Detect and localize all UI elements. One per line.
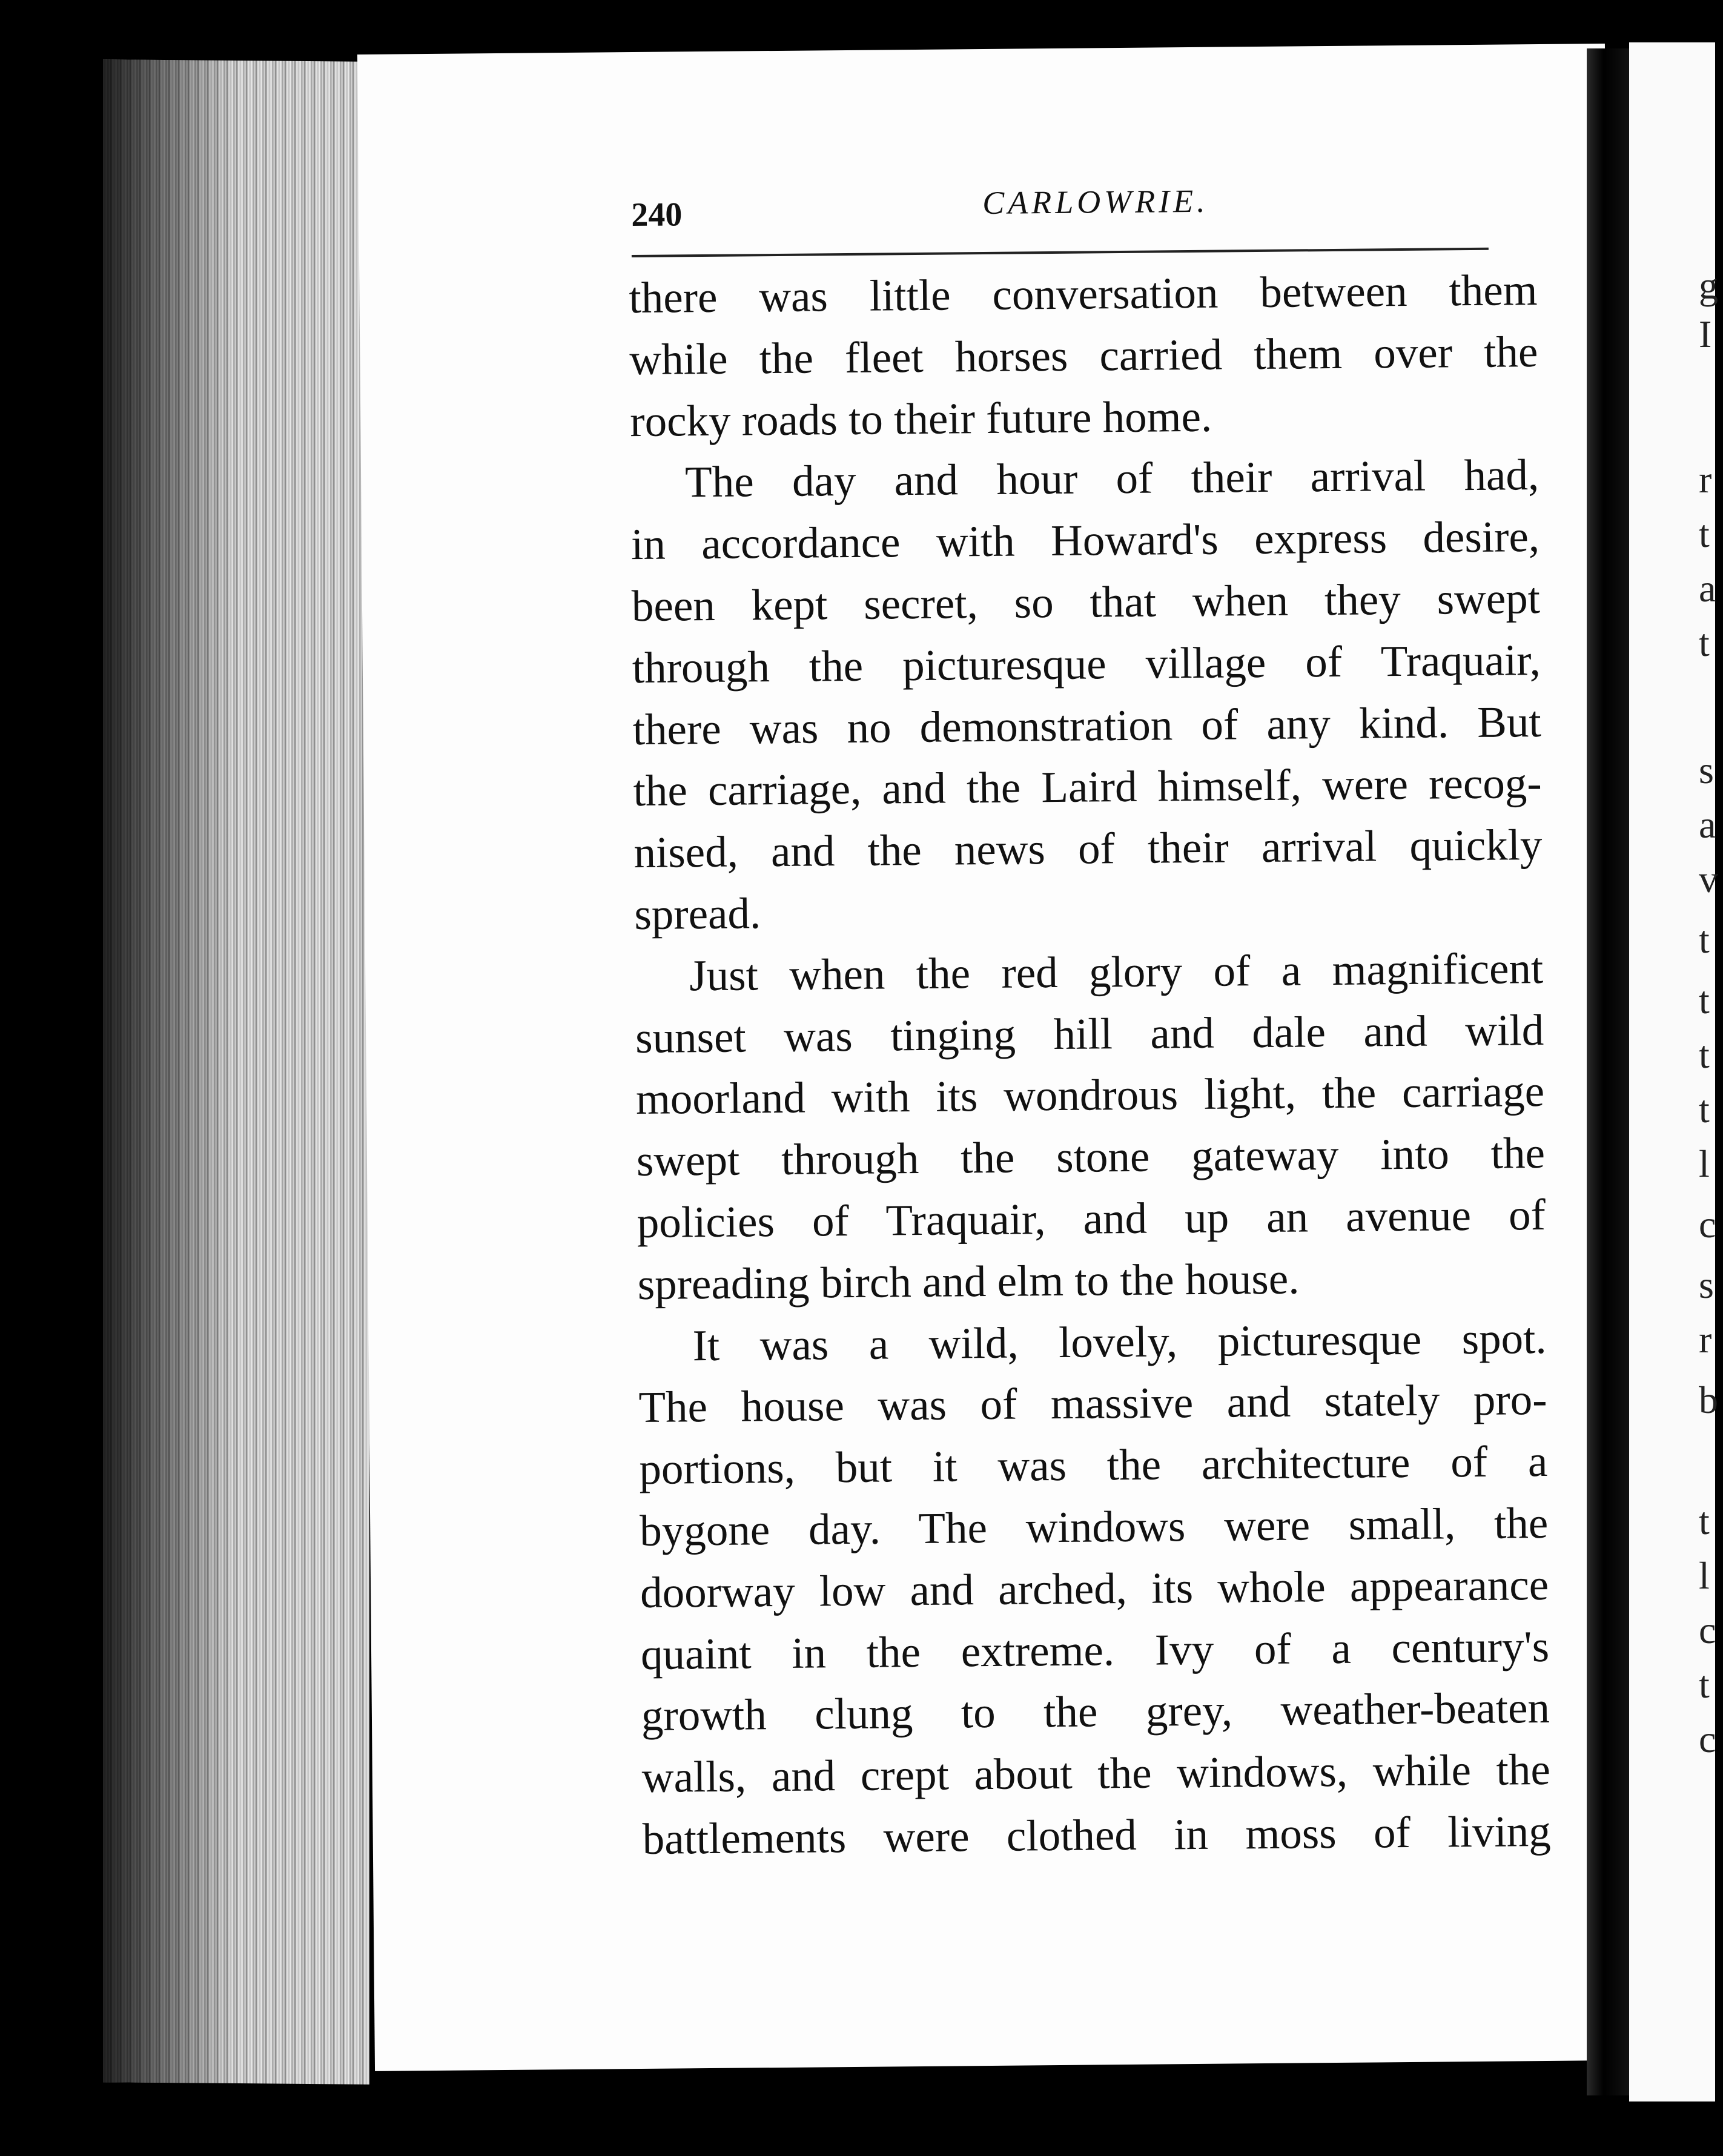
facing-page-letter: t (1699, 512, 1710, 555)
facing-page-letter: c (1699, 1203, 1716, 1246)
book-gutter (1587, 48, 1629, 2095)
text-line: walls, and crept about the windows, while the (641, 1745, 1551, 1802)
facing-page-letter: b (1699, 1378, 1718, 1421)
facing-page-letter: t (1699, 979, 1710, 1022)
text-line: moorland with its wondrous light, the carriage (635, 1066, 1545, 1124)
facing-page-letter: t (1699, 1088, 1710, 1131)
text-line: battlements were clothed in moss of living (642, 1806, 1552, 1863)
text-line: It was a wild, lovely, picturesque spot. (692, 1313, 1547, 1370)
header-rule (632, 248, 1489, 257)
text-line: while the fleet horses carried them over the (629, 326, 1538, 384)
facing-page-letter: s (1699, 749, 1714, 792)
facing-page-letter: l (1699, 1554, 1710, 1597)
facing-page-letter: t (1699, 1663, 1710, 1706)
facing-page-letter: r (1699, 1318, 1712, 1361)
text-line: doorway low and arched, its whole appearance (640, 1559, 1549, 1617)
facing-page-letter: t (1699, 621, 1710, 664)
facing-page-letter: r (1699, 458, 1712, 501)
text-line: The day and hour of their arrival had, (684, 450, 1539, 507)
facing-page-letter: I (1699, 312, 1712, 355)
text-line: spread. (634, 888, 761, 939)
facing-page-letter: t (1699, 918, 1710, 961)
facing-page-letters (1699, 0, 1723, 2156)
text-line: there was little conversation between them (629, 265, 1538, 323)
text-line: through the picturesque village of Traquair, (632, 635, 1541, 692)
text-line: nised, and the news of their arrival quickly (633, 820, 1543, 878)
facing-page-letter: l (1699, 1142, 1710, 1185)
text-line: the carriage, and the Laird himself, were recog- (633, 758, 1542, 816)
text-line: portions, but it was the architecture of a (639, 1437, 1548, 1494)
text-line: Just when the red glory of a magnificent (689, 943, 1544, 1000)
facing-page-letter: g (1699, 264, 1718, 307)
facing-page-letter: s (1699, 1263, 1714, 1306)
text-line: rocky roads to their future home. (629, 391, 1212, 446)
text-line: quaint in the extreme. Ivy of a century's (640, 1621, 1550, 1679)
text-line: sunset was tinging hill and dale and wild (635, 1005, 1544, 1062)
text-line: there was no demonstration of any kind. But (632, 696, 1542, 754)
running-head (631, 175, 1480, 237)
text-line: spreading birch and elm to the house. (637, 1254, 1300, 1309)
body-text (629, 259, 1551, 1870)
text-line: The house was of massive and stately pro- (638, 1375, 1547, 1432)
facing-page-letter: a (1699, 567, 1716, 610)
book-page-edges (103, 59, 369, 2085)
facing-page-letter: v (1699, 858, 1718, 901)
text-line: growth clung to the grey, weather-beaten (641, 1683, 1550, 1741)
running-title: CARLOWRIE. (982, 182, 1209, 222)
text-line: swept through the stone gateway into the (636, 1128, 1546, 1186)
text-line: bygone day. The windows were small, the (639, 1498, 1549, 1555)
text-line: policies of Traquair, and up an avenue of (637, 1189, 1546, 1247)
facing-page-letter: a (1699, 803, 1716, 846)
facing-page-letter: t (1699, 1033, 1710, 1076)
page-number: 240 (631, 196, 683, 234)
facing-page-letter: c (1699, 1609, 1716, 1652)
facing-page-letter: t (1699, 1500, 1710, 1543)
text-line: been kept secret, so that when they swept (631, 573, 1541, 631)
facing-page-letter: c (1699, 1718, 1716, 1761)
text-line: in accordance with Howard's express desire, (630, 512, 1540, 569)
book-page (357, 44, 1622, 2071)
